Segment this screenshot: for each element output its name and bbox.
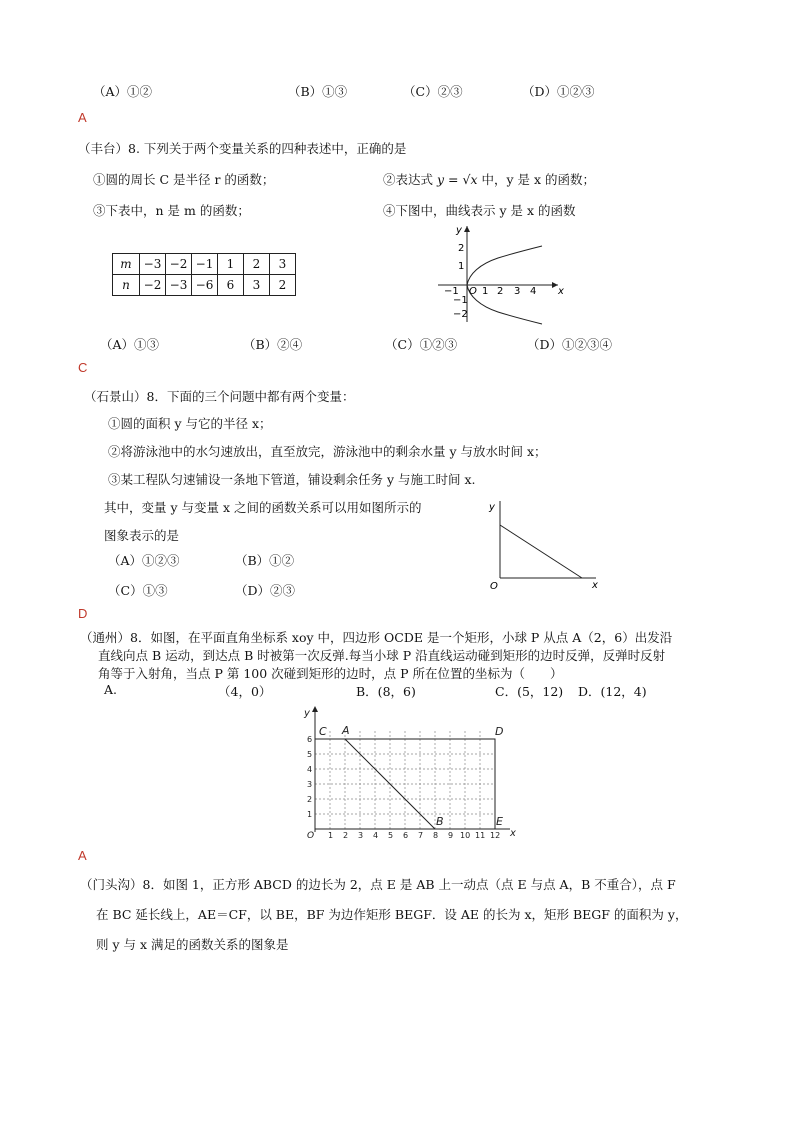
y-tick: 1 [307,810,313,819]
x-tick: 12 [490,831,501,838]
y-tick: 4 [307,765,313,774]
point-c-label: C [319,725,327,738]
table-cell: 3 [244,275,270,296]
y-tick: 5 [307,750,313,759]
table-cell: −3 [166,275,192,296]
fengtai-answer: C [78,360,88,375]
table-cell: 1 [218,254,244,275]
x-tick: 11 [475,831,486,838]
tongzhou-option-b: B．(8，6) [356,684,416,699]
mentougou-line-3: 则 y 与 x 满足的函数关系的图象是 [96,937,289,952]
x-label: x [558,286,564,297]
shijingshan-question-line-2: 图象表示的是 [104,528,180,543]
shijingshan-option-d: （D）②③ [235,583,296,598]
mentougou-line-2: 在 BC 延长线上，AE＝CF，以 BE，BF 为边作矩形 BEGF．设 AE 的长为 x，矩形 BEGF 的面积为 y， [96,907,688,922]
x-tick: −1 [444,286,459,297]
shijingshan-option-a: （A）①②③ [108,553,180,568]
tongzhou-answer: A [78,848,87,863]
fengtai-title: （丰台）8. 下列关于两个变量关系的四种表述中，正确的是 [78,141,407,156]
x-tick: 7 [418,831,424,838]
y-tick: 3 [307,780,313,789]
fengtai-option-d: （D）①②③④ [527,337,613,352]
shijingshan-statement-1: ①圆的面积 y 与它的半径 x； [108,416,272,431]
y-label: y [489,502,495,513]
x-tick: 10 [460,831,471,838]
shijingshan-question-line-1: 其中，变量 y 与变量 x 之间的函数关系可以用如图所示的 [104,500,422,515]
shijingshan-option-b: （B）①② [235,553,295,568]
q7-answer: A [78,110,87,125]
x-tick: 1 [328,831,334,838]
y-tick: 6 [307,735,313,744]
tongzhou-line-3: 角等于入射角，当点 P 第 100 次碰到矩形的边时，点 P 所在位置的坐标为（ ） [98,666,563,681]
table-cell: 2 [270,275,296,296]
x-label: x [592,580,598,591]
x-tick: 9 [448,831,454,838]
table-cell: −3 [140,254,166,275]
point-e-label: E [496,815,503,828]
table-cell: n [113,275,140,296]
x-label: x [510,828,516,838]
mentougou-line-1: （门头沟）8．如图 1，正方形 ABCD 的边长为 2，点 E 是 AB 上一动点（点 E 与点 A，B 不重合），点 F [80,877,676,892]
fengtai-statement-4: ④下图中，曲线表示 y 是 x 的函数 [383,203,576,218]
point-d-label: D [495,725,504,738]
table-row-n [113,275,296,296]
y-axis-arrow [464,226,470,232]
x-tick: 1 [482,286,489,297]
q7-option-a: （A）①② [93,84,153,99]
fengtai-statement-3: ③下表中，n 是 m 的函数； [93,203,250,218]
shijingshan-title: （石景山）8．下面的三个问题中都有两个变量： [84,389,355,404]
tongzhou-option-a: A. [104,682,118,697]
q7-option-d: （D）①②③ [522,84,595,99]
tongzhou-grid-graph [296,704,522,838]
x-tick: 3 [514,286,521,297]
sqrt-formula: y = √x [437,172,478,187]
x-tick: 4 [373,831,379,838]
m-n-table [112,253,296,296]
x-tick: 8 [433,831,439,838]
shijingshan-option-c: （C）①③ [108,583,168,598]
y-tick: 1 [458,261,465,272]
x-tick: 2 [497,286,504,297]
y-tick: 2 [307,795,313,804]
table-cell: −1 [192,254,218,275]
table-cell: −6 [192,275,218,296]
decreasing-line [500,525,582,578]
table-cell: −2 [140,275,166,296]
table-cell: −2 [166,254,192,275]
y-tick: −1 [453,295,468,306]
origin-label: O [469,286,477,297]
origin-label: O [307,831,315,838]
tongzhou-option-a-value: （4，0） [218,684,272,699]
shijingshan-statement-3: ③某工程队匀速铺设一条地下管道，铺设剩余任务 y 与施工时间 x. [108,472,476,487]
grid-lines [315,731,495,829]
x-tick: 4 [530,286,537,297]
table-cell: 3 [270,254,296,275]
y-tick: −2 [453,309,468,320]
tongzhou-line-1: （通州）8．如图，在平面直角坐标系 xoy 中，四边形 OCDE 是一个矩形，小球 P 从点 A（2，6）出发沿 [80,630,673,645]
fengtai-option-c: （C）①②③ [385,337,458,352]
x-tick: 6 [403,831,409,838]
fengtai-option-b: （B）②④ [243,337,303,352]
fengtai-statement-2 [383,170,595,188]
y-axis-arrow [312,706,318,712]
table-row-m [113,254,296,275]
tongzhou-line-2: 直线向点 B 运动，到达点 B 时被第一次反弹.每当小球 P 沿直线运动碰到矩形的边时反弹，反弹时反射 [98,648,666,663]
fengtai-statement-2-post: 中，y 是 x 的函数； [481,172,596,187]
x-tick: 2 [343,831,349,838]
shijingshan-line-graph [484,497,604,595]
q7-option-c: （C）②③ [403,84,463,99]
y-tick: 2 [458,243,465,254]
q7-option-b: （B）①③ [288,84,348,99]
fengtai-statement-2-pre: ②表达式 [383,172,434,187]
fengtai-option-a: （A）①③ [100,337,160,352]
table-cell: 6 [218,275,244,296]
fengtai-statement-1: ①圆的周长 C 是半径 r 的函数； [93,172,275,187]
shijingshan-statement-2: ②将游泳池中的水匀速放出，直至放完，游泳池中的剩余水量 y 与放水时间 x； [108,444,547,459]
point-a-label: A [342,724,350,737]
origin-label: O [490,581,498,592]
tongzhou-option-d: D．(12，4) [578,684,647,699]
y-label: y [304,708,310,719]
shijingshan-answer: D [78,606,88,621]
fengtai-parabola-graph [436,222,566,326]
x-tick: 3 [358,831,364,838]
x-tick: 5 [388,831,394,838]
table-cell: m [113,254,140,275]
table-cell: 2 [244,254,270,275]
upper-branch [467,246,542,285]
point-b-label: B [436,815,444,828]
y-label: y [456,225,462,236]
tongzhou-option-c: C．(5，12) [495,684,564,699]
